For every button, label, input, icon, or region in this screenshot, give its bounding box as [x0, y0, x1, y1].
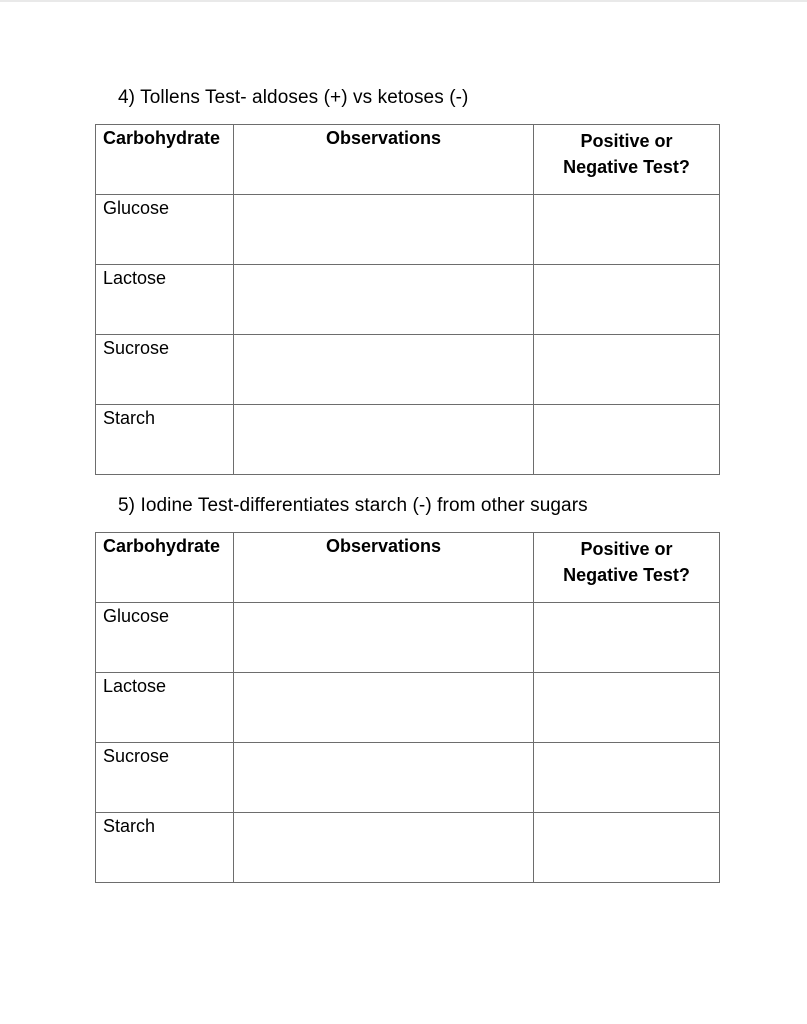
- table-row: [96, 673, 720, 743]
- header-positive-or: Positive or: [580, 131, 673, 151]
- table-header-row: [96, 125, 720, 195]
- observations-cell[interactable]: [234, 335, 534, 405]
- table-row: [96, 335, 720, 405]
- observations-cell[interactable]: [234, 195, 534, 265]
- table-row: [96, 265, 720, 335]
- page-top-edge: [0, 0, 807, 2]
- table-row: [96, 603, 720, 673]
- result-cell[interactable]: [534, 603, 720, 673]
- header-negative-test: Negative Test?: [563, 565, 690, 585]
- header-observations: Observations: [234, 125, 534, 195]
- tollens-test-table: [95, 124, 720, 475]
- section-title-iodine-test: 5) Iodine Test-differentiates starch (-) from other sugars: [118, 495, 588, 516]
- result-cell[interactable]: [534, 195, 720, 265]
- header-positive-negative: [534, 533, 720, 603]
- table-row: [96, 813, 720, 883]
- observations-cell[interactable]: [234, 603, 534, 673]
- observations-cell[interactable]: [234, 673, 534, 743]
- header-carbohydrate: Carbohydrate: [96, 125, 234, 195]
- table-row: [96, 743, 720, 813]
- observations-cell[interactable]: [234, 405, 534, 475]
- header-negative-test: Negative Test?: [563, 157, 690, 177]
- table-row: [96, 195, 720, 265]
- carbohydrate-cell: Starch: [96, 405, 234, 475]
- header-carbohydrate: Carbohydrate: [96, 533, 234, 603]
- section-title-tollens-test: 4) Tollens Test- aldoses (+) vs ketoses (-): [118, 87, 469, 108]
- header-positive-negative: [534, 125, 720, 195]
- result-cell[interactable]: [534, 743, 720, 813]
- header-positive-or: Positive or: [580, 539, 673, 559]
- carbohydrate-cell: Lactose: [96, 265, 234, 335]
- observations-cell[interactable]: [234, 265, 534, 335]
- result-cell[interactable]: [534, 673, 720, 743]
- observations-cell[interactable]: [234, 743, 534, 813]
- carbohydrate-cell: Lactose: [96, 673, 234, 743]
- table-row: [96, 405, 720, 475]
- carbohydrate-cell: Glucose: [96, 195, 234, 265]
- table-header-row: [96, 533, 720, 603]
- header-observations: Observations: [234, 533, 534, 603]
- observations-cell[interactable]: [234, 813, 534, 883]
- carbohydrate-cell: Starch: [96, 813, 234, 883]
- carbohydrate-cell: Glucose: [96, 603, 234, 673]
- result-cell[interactable]: [534, 405, 720, 475]
- result-cell[interactable]: [534, 813, 720, 883]
- iodine-test-table: [95, 532, 720, 883]
- result-cell[interactable]: [534, 335, 720, 405]
- carbohydrate-cell: Sucrose: [96, 335, 234, 405]
- carbohydrate-cell: Sucrose: [96, 743, 234, 813]
- result-cell[interactable]: [534, 265, 720, 335]
